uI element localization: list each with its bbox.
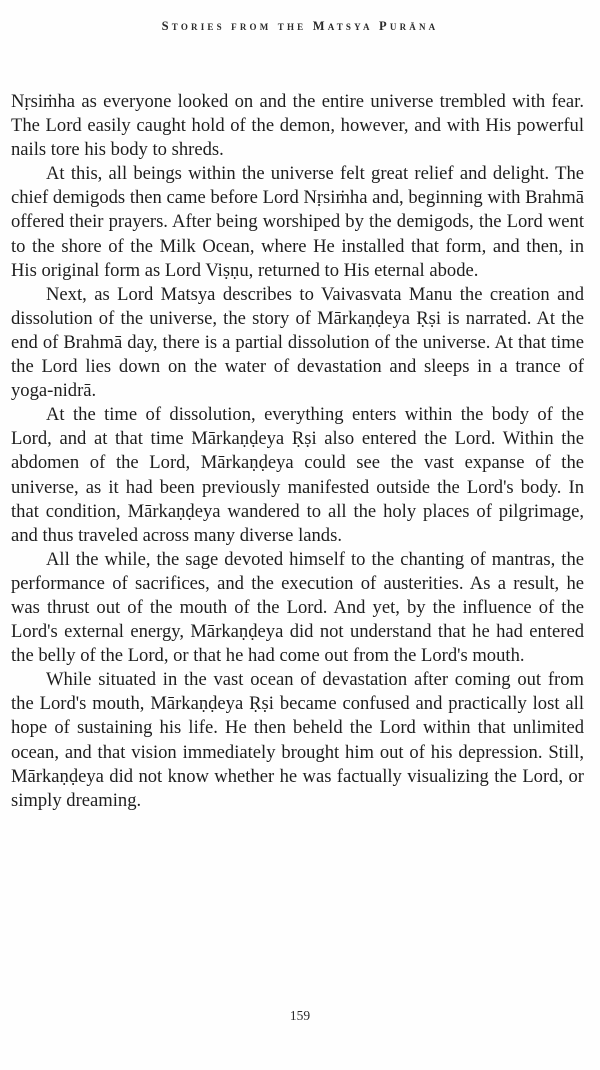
running-head: Stories from the Matsya Purāna <box>161 19 439 33</box>
body-text <box>11 90 584 813</box>
paragraph: While situated in the vast ocean of devastation after coming out from the Lord's mouth, Mārkaṇḍeya Ṛṣi became confused and practically lost all hope of sustaining his life. He then beheld the Lord within that unlimited ocean, and that vision immediately brought him out of his depression. Still, Mārkaṇḍeya did not know whether he was factually visualizing the Lord, or simply dreaming. <box>11 669 584 811</box>
paragraph: Next, as Lord Matsya describes to Vaivasvata Manu the creation and dissolution of the universe, the story of Mārkaṇḍeya Ṛṣi is narrated. At the end of Brahmā day, there is a partial dissolution of the universe. At that time the Lord lies down on the water of devastation and sleeps in a trance of yoga-nidrā. <box>11 283 584 402</box>
page-number: 159 <box>289 1008 311 1023</box>
paragraph: At this, all beings within the universe felt great relief and delight. The chief demigods then came before Lord Nṛsiṁha and, beginning with Brahmā offered their prayers. After being worshiped by the demigods, the Lord went to the shore of the Milk Ocean, where He installed that form, and then, in His original form as Lord Viṣṇu, returned to His eternal abode. <box>11 163 584 281</box>
paragraph: At the time of dissolution, everything enters within the body of the Lord, and at that time Mārkaṇḍeya Ṛṣi also entered the Lord. Within the abdomen of the Lord, Mārkaṇḍeya could see the vast expanse of the universe, as it had been previously manifested outside the Lord's body. In that condition, Mārkaṇḍeya wandered to all the holy places of pilgrimage, and thus traveled across many diverse lands. <box>11 404 584 546</box>
paragraph: All the while, the sage devoted himself to the chanting of mantras, the performance of sacrifices, and the execution of austerities. As a result, he was thrust out of the mouth of the Lord. And yet, by the influence of the Lord's external energy, Mārkaṇḍeya did not understand that he had entered the belly of the Lord, or that he had come out from the Lord's mouth. <box>11 548 584 667</box>
paragraph: Nṛsiṁha as everyone looked on and the entire universe trembled with fear. The Lord easily caught hold of the demon, however, and with His powerful nails tore his body to shreds. <box>11 91 584 161</box>
